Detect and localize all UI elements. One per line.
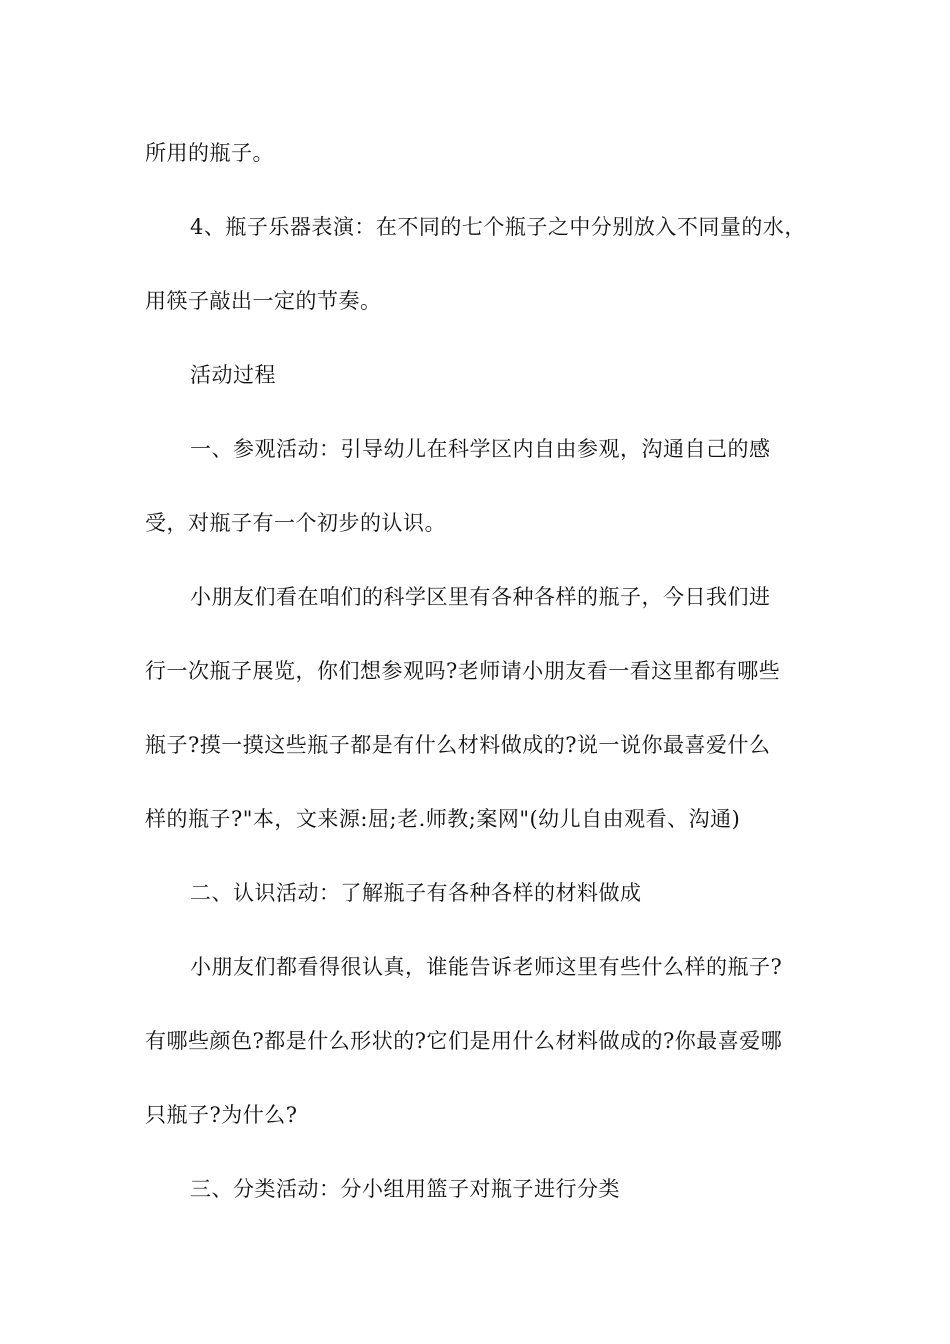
text-line-5: 一、参观活动：引导幼儿在科学区内自由参观，沟通自己的感 bbox=[190, 437, 771, 461]
text-line-2: 4、瓶子乐器表演：在不同的七个瓶子之中分别放入不同量的水， bbox=[190, 215, 806, 239]
text-line-15: 三、分类活动：分小组用篮子对瓶子进行分类 bbox=[190, 1177, 620, 1201]
text-line-7: 小朋友们看在咱们的科学区里有各种各样的瓶子，今日我们进 bbox=[190, 585, 771, 609]
text-line-10: 样的瓶子?"本，文来源:屈;老.师教;案网"(幼儿自由观看、沟通) bbox=[145, 807, 741, 831]
text-line-8: 行一次瓶子展览，你们想参观吗?老师请小朋友看一看这里都有哪些 bbox=[145, 659, 781, 683]
text-line-11: 二、认识活动：了解瓶子有各种各样的材料做成 bbox=[190, 881, 642, 905]
section-heading-activity-process: 活动过程 bbox=[190, 363, 276, 387]
text-line-1: 所用的瓶子。 bbox=[145, 141, 274, 165]
text-line-14: 只瓶子?为什么? bbox=[145, 1103, 298, 1127]
text-line-9: 瓶子?摸一摸这些瓶子都是有什么材料做成的?说一说你最喜爱什么 bbox=[145, 733, 771, 757]
text-line-3: 用筷子敲出一定的节奏。 bbox=[145, 289, 382, 313]
text-line-6: 受，对瓶子有一个初步的认识。 bbox=[145, 511, 446, 535]
text-line-13: 有哪些颜色?都是什么形状的?它们是用什么材料做成的?你最喜爱哪 bbox=[145, 1029, 783, 1053]
text-line-12: 小朋友们都看得很认真，谁能告诉老师这里有些什么样的瓶子? bbox=[190, 955, 783, 979]
